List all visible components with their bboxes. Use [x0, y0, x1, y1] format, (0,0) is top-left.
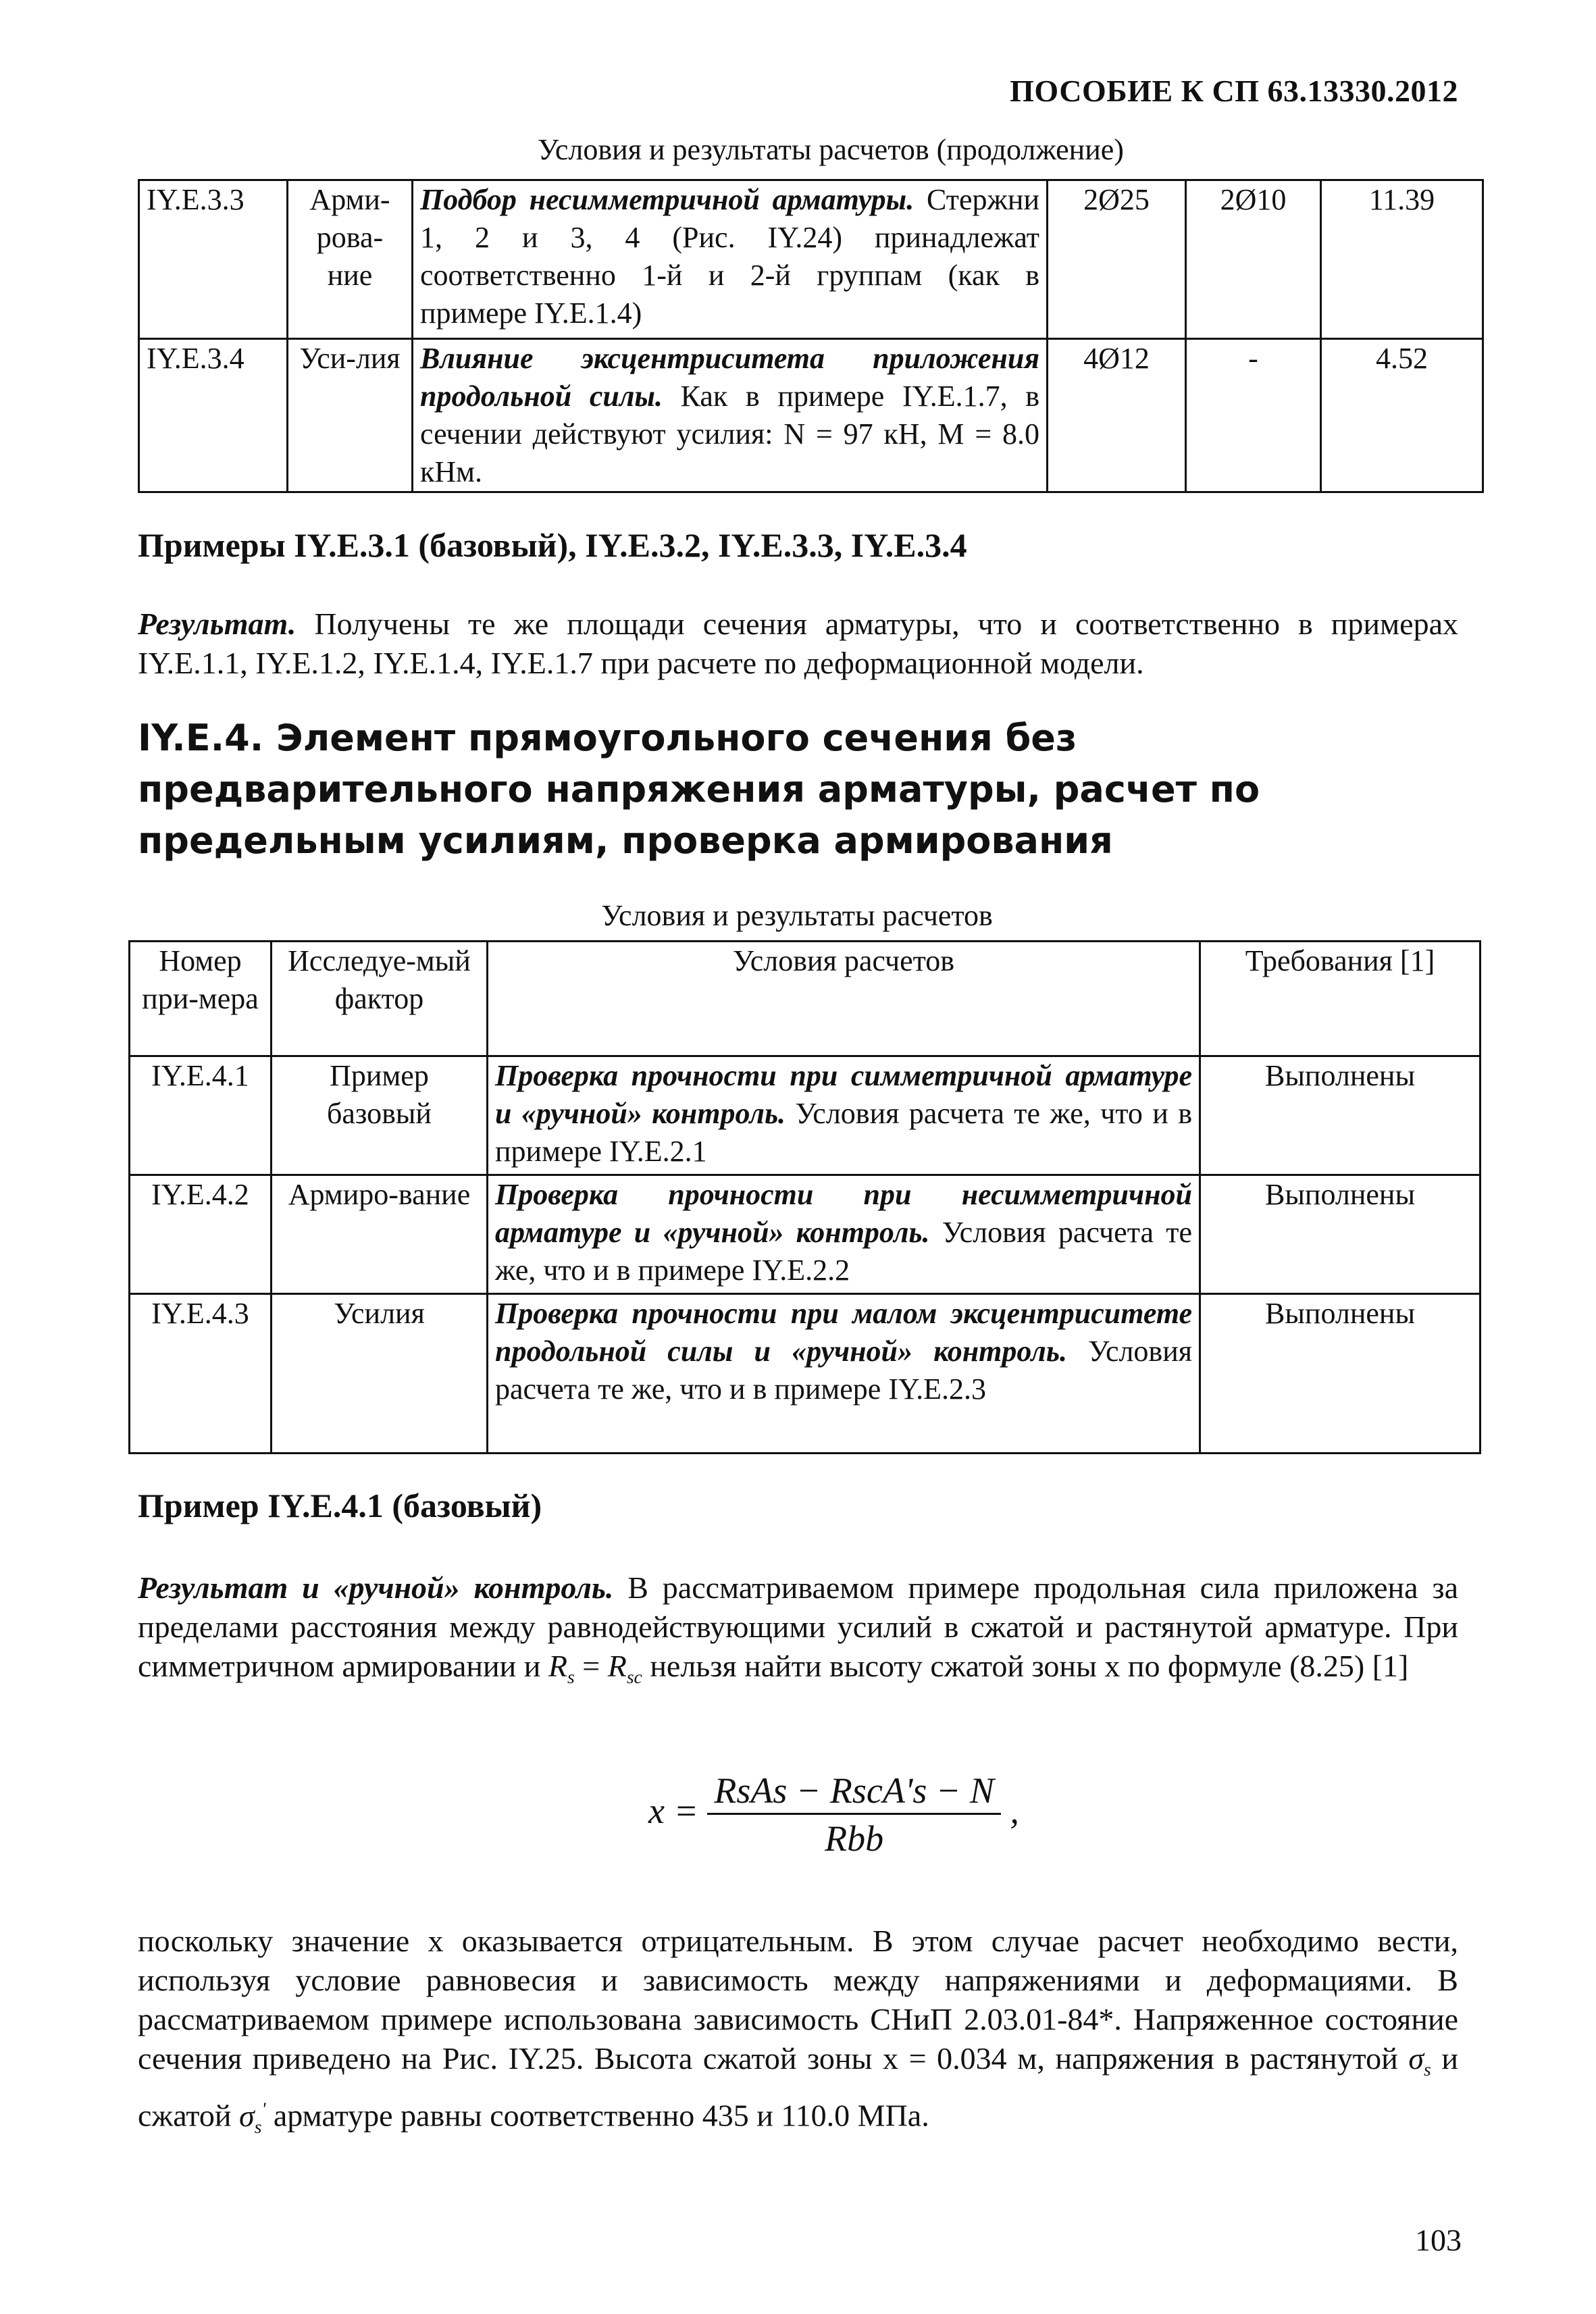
result-paragraph: [138, 605, 1458, 683]
condition-cell: [488, 1175, 1200, 1294]
example-heading: Пример IY.E.4.1 (базовый): [138, 1487, 542, 1524]
table-row: [139, 339, 1483, 492]
condition-text: Условия расчета те же, что и в примере IY.E.2.1: [495, 1097, 1192, 1168]
conclusion-text: и сжатой: [138, 2041, 1458, 2133]
result-lead: Результат и «ручной» контроль.: [138, 1570, 614, 1605]
table2-caption: Условия и результаты расчетов: [601, 899, 993, 932]
result-text: Получены те же площади сечения арматуры, что и соответственно в примерах IY.E.1.1, IY.E.1.2, IY.E.1.4, IY.E.1.7 при расчете по деформационной модели.: [138, 607, 1458, 680]
condition-cell: [413, 180, 1048, 339]
condition-title: Проверка прочности при малом эксцентриситете продольной силы и «ручной» контроль.: [495, 1297, 1192, 1368]
column-header: Исследуе-мый фактор: [272, 942, 488, 1056]
value-cell: 4Ø12: [1048, 339, 1186, 492]
table-row: [130, 1175, 1481, 1294]
section-title: IY.E.4. Элемент прямоугольного сечения без предварительного напряжения арматуры, расчет по предельным усилиям, проверка армирования: [138, 717, 1260, 862]
example-number: IY.E.4.2: [130, 1175, 272, 1294]
running-header: ПОСОБИЕ К СП 63.13330.2012: [1010, 74, 1458, 108]
value-cell: 2Ø25: [1048, 180, 1186, 339]
condition-title: Проверка прочности при симметричной арматуре и «ручной» контроль.: [495, 1059, 1192, 1130]
condition-title: Подбор несимметричной арматуры.: [420, 183, 915, 216]
condition-cell: [488, 1294, 1200, 1454]
requirement-cell: Выполнены: [1200, 1294, 1481, 1454]
examples-heading: Примеры IY.E.3.1 (базовый), IY.E.3.2, IY.E.3.3, IY.E.3.4: [138, 526, 967, 564]
condition-text: Условия расчета те же, что и в примере IY.E.2.2: [495, 1216, 1192, 1287]
condition-cell: [413, 339, 1048, 492]
result-paragraph: Результат и «ручной» контроль. В рассматриваемом примере продольная сила приложена за пределами расстояния между равнодействующими усилий в сжатой и растянутой арматуре. При симметричном армировании и $R_s = R_{sc}$ нельзя найти высоту сжатой зоны x по формуле (8.25) [1]: [138, 1570, 1458, 1688]
formula-fraction: [707, 1770, 1000, 1859]
factor-cell: Арми-рова-ние: [288, 180, 413, 339]
table1: [138, 179, 1484, 493]
formula-trail: ,: [1010, 1790, 1019, 1831]
example-number: IY.E.3.4: [139, 339, 288, 492]
page-number: 103: [1415, 2223, 1462, 2257]
condition-title: Влияние эксцентриситета приложения продольной силы.: [420, 342, 1039, 413]
table-row: [130, 1294, 1481, 1454]
requirement-cell: Выполнены: [1200, 1175, 1481, 1294]
column-header: Номер при-мера: [130, 942, 272, 1056]
formula-numerator: RsAs − RscA's − N: [707, 1770, 1000, 1815]
formula-denominator: Rbb: [825, 1818, 884, 1859]
factor-cell: Армиро-вание: [272, 1175, 488, 1294]
condition-title: Проверка прочности при несимметричной арматуре и «ручной» контроль.: [495, 1178, 1192, 1249]
table-row: [130, 1056, 1481, 1175]
column-header: Требования [1]: [1200, 942, 1481, 1056]
value-cell: 4.52: [1321, 339, 1483, 492]
factor-cell: Пример базовый: [272, 1056, 488, 1175]
example-number: IY.E.4.3: [130, 1294, 272, 1454]
requirement-cell: Выполнены: [1200, 1056, 1481, 1175]
formula: [648, 1770, 1019, 1859]
table-header-row: [130, 942, 1481, 1056]
formula-lhs: x =: [648, 1790, 698, 1831]
value-cell: 11.39: [1321, 180, 1483, 339]
condition-text: Условия расчета те же, что и в примере IY.E.2.3: [495, 1335, 1192, 1406]
conclusion-paragraph: поскольку значение x оказывается отрицательным. В этом случае расчет необходимо вести, используя условие равновесия и зависимость между напряжениями и деформациями. В рассматриваемом примере использована зависимость СНиП 2.03.01-84*. Напряженное состояние сечения приведено на Рис. IY.25. Высота сжатой зоны x = 0.034 м, напряжения в растянутой $\sigma_s$ и сжатой $\sigma_s'$ арматуре равны соответственно 435 и 110.0 МПа.: [138, 1924, 1458, 2137]
condition-cell: [488, 1056, 1200, 1175]
factor-cell: Усилия: [272, 1294, 488, 1454]
table2: [128, 940, 1481, 1454]
value-cell: 2Ø10: [1186, 180, 1321, 339]
result-text: В рассматриваемом примере продольная сила приложена за пределами расстояния между равнодействующими усилий в сжатой и растянутой арматуре. При симметричном армировании и: [138, 1570, 1458, 1683]
condition-text: Стержни 1, 2 и 3, 4 (Рис. IY.24) принадлежат соответственно 1-й и 2-й группам (как в примере IY.E.1.4): [420, 183, 1039, 330]
value-cell: -: [1186, 339, 1321, 492]
column-header: Условия расчетов: [488, 942, 1200, 1056]
table-row: [139, 180, 1483, 339]
table1-caption: Условия и результаты расчетов (продолжение): [538, 133, 1124, 166]
example-number: IY.E.4.1: [130, 1056, 272, 1175]
result-text: нельзя найти высоту сжатой зоны x по формуле (8.25) [1]: [642, 1649, 1409, 1683]
example-number: IY.E.3.3: [139, 180, 288, 339]
condition-text: Как в примере IY.E.1.7, в сечении действуют усилия: N = 97 кН, M = 8.0 кНм.: [420, 380, 1039, 488]
result-lead: Результат.: [138, 607, 297, 641]
conclusion-text: поскольку значение x оказывается отрицательным. В этом случае расчет необходимо вести, используя условие равновесия и зависимость между напряжениями и деформациями. В рассматриваемом примере использована зависимость СНиП 2.03.01-84*. Напряженное состояние сечения приведено на Рис. IY.25. Высота сжатой зоны x = 0.034 м, напряжения в растянутой: [138, 1924, 1458, 2076]
factor-cell: Уси-лия: [288, 339, 413, 492]
conclusion-text: арматуре равны соответственно 435 и 110.0 МПа.: [265, 2098, 929, 2133]
